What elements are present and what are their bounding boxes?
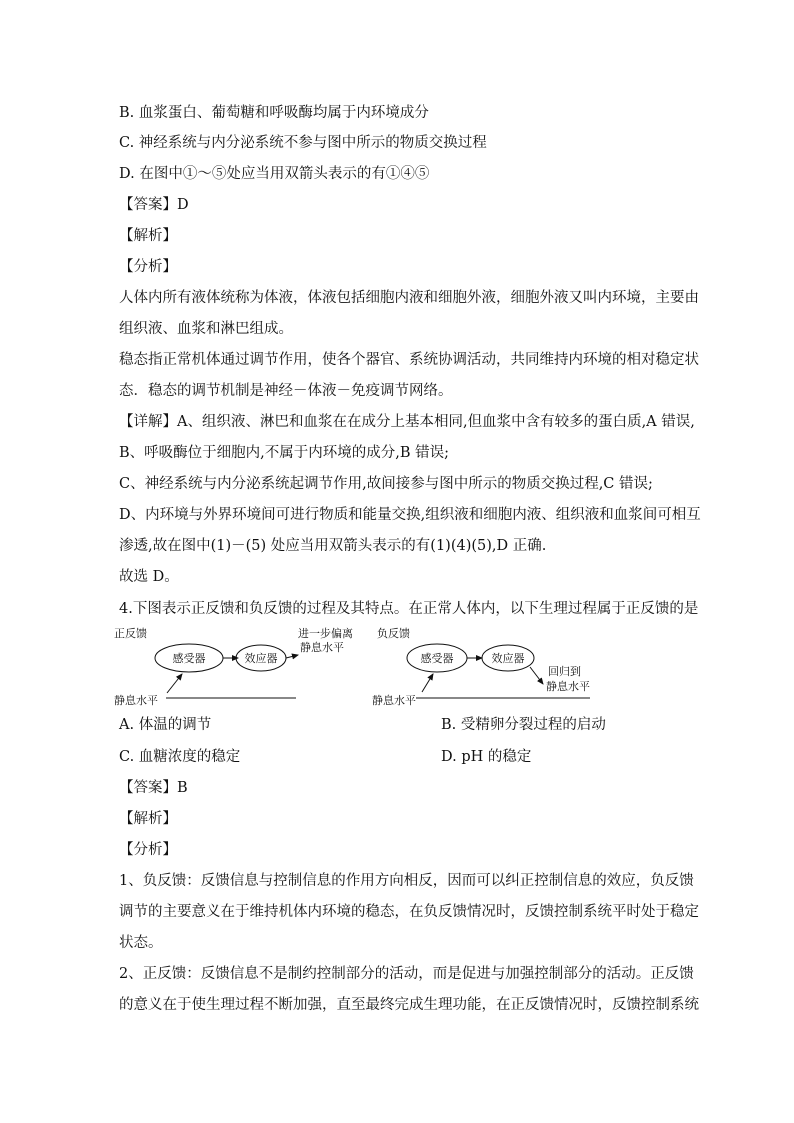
detail-line: 渗透,故在图中(1)－(5) 处应当用双箭头表示的有(1)(4)(5),D 正确. (119, 538, 547, 554)
arrow-effector-return (530, 667, 543, 684)
paragraph-line: 1、负反馈：反馈信息与控制信息的作用方向相反，因而可以纠正控制信息的效应，负反馈 (119, 873, 694, 889)
analysis-heading: 【解析】 (119, 811, 177, 827)
negative-feedback-diagram (372, 626, 590, 707)
resting-level-label: 静息水平 (546, 680, 590, 693)
receptor-label: 感受器 (420, 652, 454, 665)
answer-line: 【答案】D (119, 197, 189, 213)
option-a: A. 体温的调节 (119, 717, 212, 733)
feedback-diagram (110, 624, 600, 708)
paragraph-line: 组织液、血浆和淋巴组成。 (119, 321, 293, 337)
paragraph-line: 人体内所有液体统称为体液，体液包括细胞内液和细胞外液，细胞外液又叫内环境，主要由 (119, 290, 699, 306)
option-b: B. 受精卵分裂过程的启动 (441, 717, 606, 733)
positive-feedback-diagram (114, 626, 353, 707)
return-to-label: 回归到 (548, 665, 581, 678)
further-deviation-label: 进一步偏离 (298, 627, 353, 640)
detail-line: D、内环境与外界环境间可进行物质和能量交换,组织液和细胞内液、组织液和血浆间可相互 (119, 507, 701, 523)
option-c-line: C. 神经系统与内分泌系统不参与图中所示的物质交换过程 (119, 135, 487, 151)
resting-level-label: 静息水平 (300, 641, 344, 654)
arrow-baseline-to-receptor (422, 674, 433, 692)
paragraph-line: 稳态指正常机体通过调节作用，使各个器官、系统协调活动，共同维持内环境的相对稳定状 (119, 352, 699, 368)
paragraph-line: 调节的主要意义在于维持机体内环境的稳态，在负反馈情况时，反馈控制系统平时处于稳定 (119, 904, 699, 920)
arrow-effector-out (286, 655, 298, 658)
effector-label: 效应器 (244, 652, 278, 665)
paragraph-line: 态．稳态的调节机制是神经－体液－免疫调节网络。 (119, 383, 453, 399)
analysis-heading: 【解析】 (119, 228, 177, 244)
paragraph-line: 2、正反馈：反馈信息不是制约控制部分的活动，而是促进与加强控制部分的活动。正反馈 (119, 966, 694, 982)
paragraph-line: 状态。 (119, 935, 163, 951)
receptor-label: 感受器 (172, 652, 206, 665)
baseline-label: 静息水平 (372, 694, 416, 707)
conclusion-line: 故选 D。 (119, 569, 179, 585)
question-4-stem: 4.下图表示正反馈和负反馈的过程及其特点。在正常人体内，以下生理过程属于正反馈的是 (119, 601, 699, 617)
option-b-line: B. 血浆蛋白、葡萄糖和呼吸酶均属于内环境成分 (119, 105, 429, 121)
analysis-subheading: 【分析】 (119, 259, 177, 275)
arrow-baseline-to-receptor (167, 674, 182, 693)
option-d-line: D. 在图中①～⑤处应当用双箭头表示的有①④⑤ (119, 166, 430, 182)
negative-feedback-title: 负反馈 (377, 627, 410, 640)
baseline-label: 静息水平 (114, 694, 158, 707)
detail-line: C、神经系统与内分泌系统起调节作用,故间接参与图中所示的物质交换过程,C 错误; (119, 476, 653, 492)
option-c: C. 血糖浓度的稳定 (119, 749, 241, 765)
positive-feedback-title: 正反馈 (114, 627, 147, 640)
answer-line: 【答案】B (119, 780, 188, 796)
paragraph-line: 的意义在于使生理过程不断加强，直至最终完成生理功能，在正反馈情况时，反馈控制系统 (119, 997, 699, 1013)
analysis-subheading: 【分析】 (119, 842, 177, 858)
detail-line: B、呼吸酶位于细胞内,不属于内环境的成分,B 错误; (119, 445, 450, 461)
option-d: D. pH 的稳定 (441, 749, 532, 765)
detail-line: 【详解】A、组织液、淋巴和血浆在在成分上基本相同,但血浆中含有较多的蛋白质,A 错误, (119, 414, 695, 430)
effector-label: 效应器 (491, 652, 525, 665)
